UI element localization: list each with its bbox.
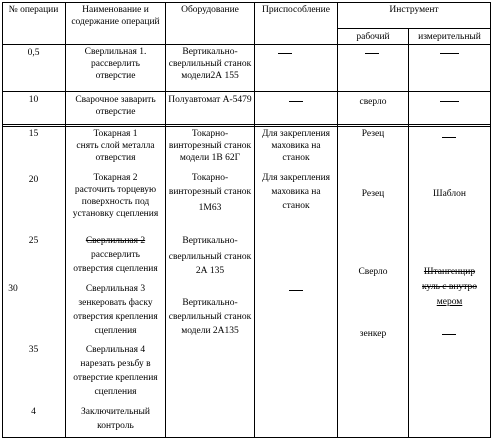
equip-30-line1: Вертикально- — [182, 298, 238, 308]
header-operation-number: № операции — [8, 5, 59, 15]
fixture-15-line2: маховика на — [271, 141, 321, 151]
header-tool-measuring: измерительный — [418, 32, 481, 42]
op-name-20-line1: Токарная 2 — [93, 173, 138, 183]
table-border-right — [490, 2, 491, 438]
fixture-05-empty-dash — [278, 53, 292, 54]
op-name-30-line3: отверстия крепления — [73, 312, 158, 322]
op-name-25-line3: отверстия сцепления — [73, 264, 158, 274]
op-name-35-line3: отверстие крепления — [73, 373, 158, 383]
equip-15-line2: винторезный станок — [168, 141, 252, 151]
fixture-20-line2: маховика на — [271, 187, 321, 197]
header-tool: Инструмент — [389, 5, 439, 15]
measure-25-line2: куль с внутро — [422, 282, 477, 292]
tool-05-empty-dash — [365, 53, 379, 54]
col-divider-5 — [408, 28, 409, 438]
op-name-30-line4: сцепления — [94, 326, 137, 336]
equip-25-line3: 2А 135 — [195, 266, 225, 276]
header-fixture: Приспособление — [262, 5, 330, 15]
row-divider-1 — [2, 91, 490, 92]
measure-05-empty-dash — [440, 53, 459, 54]
measure-25-line1: Штангенцир — [423, 267, 476, 277]
op-name-30-line1: Сверлильная 3 — [85, 284, 146, 294]
equip-25-line1: Вертикально- — [182, 236, 238, 246]
fixture-20-line1: Для закрепления — [261, 173, 331, 183]
header-bottom-line — [2, 44, 490, 45]
op-name-30-line2: зенкеровать фаску — [78, 298, 153, 308]
op-number-10: 10 — [28, 95, 39, 105]
measure-10-empty-dash — [440, 101, 459, 102]
row-divider-2 — [2, 124, 490, 125]
op-name-10-line1: Сварочное заварить — [75, 95, 156, 105]
op-name-05-line3: отверстие — [95, 71, 136, 81]
equip-05-line3: модели2А 155 — [181, 71, 239, 81]
op-number-4: 4 — [31, 407, 36, 417]
equip-05-line2: сверлильный станок — [168, 59, 252, 69]
op-name-25-line2: рассверлить — [91, 250, 140, 260]
op-number-15: 15 — [28, 129, 39, 139]
col-divider-3 — [254, 2, 255, 438]
tool-30: зенкер — [359, 329, 387, 339]
equip-15-line3: модели 1В 62Г — [179, 153, 241, 163]
op-name-15-line2: снять слой металла — [76, 141, 155, 151]
op-number-25: 25 — [28, 236, 39, 246]
measure-25-line3: мером — [436, 297, 463, 307]
equip-15-line1: Токарно- — [191, 129, 229, 139]
header-tool-working: рабочий — [356, 32, 390, 42]
equip-20-line2: винторезный станок — [168, 187, 252, 197]
fixture-30-empty-dash — [289, 290, 303, 291]
measure-15-empty-dash — [442, 137, 456, 138]
op-name-20-line4: установку сцепления — [72, 209, 159, 219]
op-name-05-line2: рассверлить — [91, 59, 140, 69]
op-number-30: 30 — [8, 284, 18, 294]
row-divider-2b — [2, 126, 490, 127]
fixture-20-line3: станок — [282, 201, 310, 211]
op-name-05-line1: Сверлильная 1. — [84, 47, 147, 57]
op-number-05: 0,5 — [27, 48, 40, 58]
equip-10: Полуавтомат А-5479 — [168, 95, 252, 105]
op-name-35-line1: Сверлильная 4 — [85, 345, 146, 355]
equip-20-line1: Токарно- — [191, 173, 229, 183]
op-name-35-line4: сцепления — [94, 387, 137, 397]
equip-30-line2: сверлильный станок — [168, 312, 252, 322]
op-number-20: 20 — [28, 175, 39, 185]
tool-10: сверло — [359, 97, 387, 107]
op-name-35-line2: нарезать резьбу в — [80, 359, 151, 369]
measure-30-empty-dash — [442, 334, 456, 335]
op-name-15-line1: Токарная 1 — [93, 129, 138, 139]
header-operation-name-line2: содержание операций — [71, 17, 160, 27]
header-operation-name-line1: Наименование и — [82, 5, 149, 15]
header-equipment: Оборудование — [181, 5, 239, 15]
table-border-bottom — [2, 437, 490, 438]
op-name-4-line1: Заключительный — [81, 407, 150, 417]
op-name-10-line2: отверстие — [95, 107, 136, 117]
fixture-15-line1: Для закрепления — [261, 129, 331, 139]
table-border-top — [2, 2, 490, 3]
table-border-left — [2, 2, 3, 438]
op-name-20-line2: расточить торцевую — [74, 185, 157, 195]
fixture-10-empty-dash — [289, 101, 303, 102]
header-subdivider — [337, 28, 490, 29]
tool-20: Резец — [361, 189, 385, 199]
tool-15: Резец — [361, 129, 385, 139]
op-name-4-line2: контроль — [97, 421, 134, 431]
op-name-25-line1: Сверлильная 2 — [85, 236, 146, 246]
equip-05-line1: Вертикально- — [182, 47, 238, 57]
measure-20: Шаблон — [433, 189, 466, 199]
op-name-20-line3: поверхность под — [81, 197, 150, 207]
op-name-15-line3: отверстия — [95, 153, 136, 163]
col-divider-4 — [337, 2, 338, 438]
equip-20-line3: 1М63 — [198, 203, 222, 213]
fixture-15-line3: станок — [282, 153, 310, 163]
tool-25: Сверло — [358, 267, 388, 277]
equip-25-line2: сверлильный станок — [168, 252, 252, 262]
op-number-35: 35 — [28, 345, 39, 355]
equip-30-line3: модели 2А135 — [181, 326, 239, 336]
